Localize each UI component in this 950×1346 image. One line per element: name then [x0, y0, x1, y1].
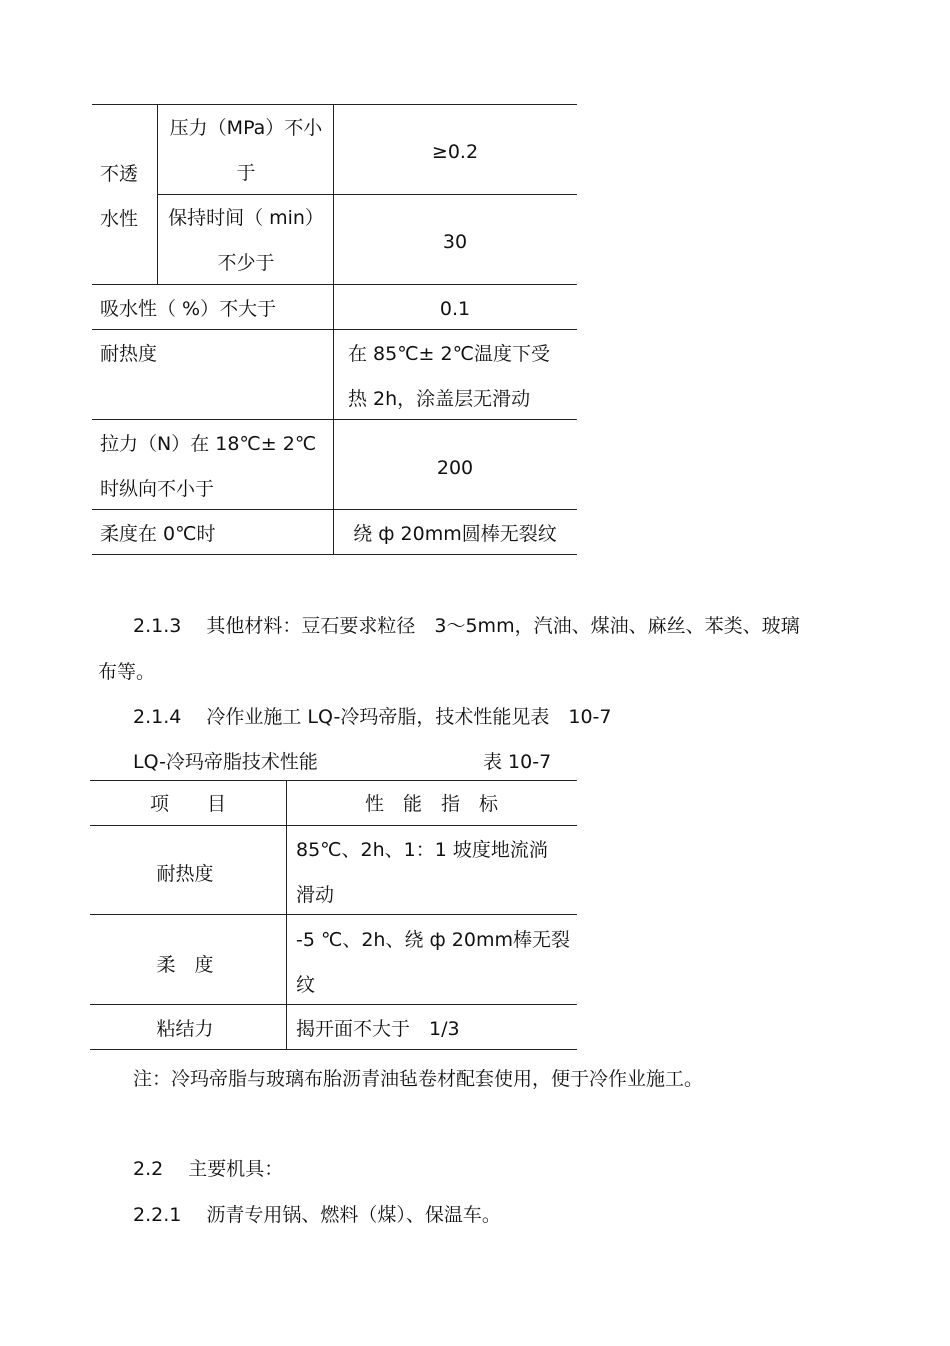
water-absorption-label: 吸水性（ %）不大于 [100, 298, 277, 320]
row-adhesion-item: 粘结力 [156, 1018, 214, 1040]
row-flexibility-item: 柔 度 [156, 954, 214, 976]
hold-time-label: 保持时间（ min） 不少于 [168, 207, 324, 274]
flexibility-label: 柔度在 0℃时 [100, 523, 216, 545]
section-2-2-heading: 2.2 主要机具： [133, 1158, 284, 1180]
row-adhesion-perf: 揭开面不大于 1/3 [296, 1018, 460, 1040]
header-performance: 性 能 指 标 [364, 793, 498, 815]
flexibility-value: 绕 ф 20mm圆棒无裂纹 [353, 523, 557, 545]
hold-time-value: 30 [442, 231, 468, 253]
table2-caption: LQ-冷玛帝脂技术性能 [133, 751, 318, 773]
pressure-value: ≥0.2 [431, 141, 479, 163]
row-heat-resistance-item: 耐热度 [156, 863, 214, 885]
heat-resistance-value: 在 85℃± 2℃温度下受 热 2h，涂盖层无滑动 [348, 343, 550, 410]
note: 注：冷玛帝脂与玻璃布胎沥青油毡卷材配套使用，便于冷作业施工。 [133, 1068, 704, 1090]
table2-number: 表 10-7 [483, 751, 552, 773]
paragraph-2-2-1: 2.2.1 沥青专用锅、燃料（煤）、保温车。 [133, 1204, 501, 1226]
pressure-label: 压力（MPa）不小 于 [169, 117, 323, 184]
paragraph-2-1-3-cont: 布等。 [98, 661, 156, 683]
tensile-value: 200 [436, 457, 474, 479]
row-heat-resistance-perf: 85℃、2h、1：1 坡度地流淌 滑动 [296, 839, 548, 906]
heat-resistance-label: 耐热度 [100, 343, 158, 365]
header-item: 项 目 [149, 793, 226, 815]
tensile-label: 拉力（N）在 18℃± 2℃ 时纵向不小于 [100, 433, 317, 500]
paragraph-2-1-3: 2.1.3 其他材料：豆石要求粒径 3～5mm，汽油、煤油、麻丝、苯类、玻璃 [133, 615, 800, 637]
paragraph-2-1-4: 2.1.4 冷作业施工 LQ-冷玛帝脂，技术性能见表 10-7 [133, 706, 612, 728]
water-absorption-value: 0.1 [439, 298, 471, 320]
impermeability-label: 不透 水性 [100, 163, 139, 230]
row-flexibility-perf: -5 ℃、2h、绕 ф 20mm棒无裂 纹 [296, 929, 570, 996]
